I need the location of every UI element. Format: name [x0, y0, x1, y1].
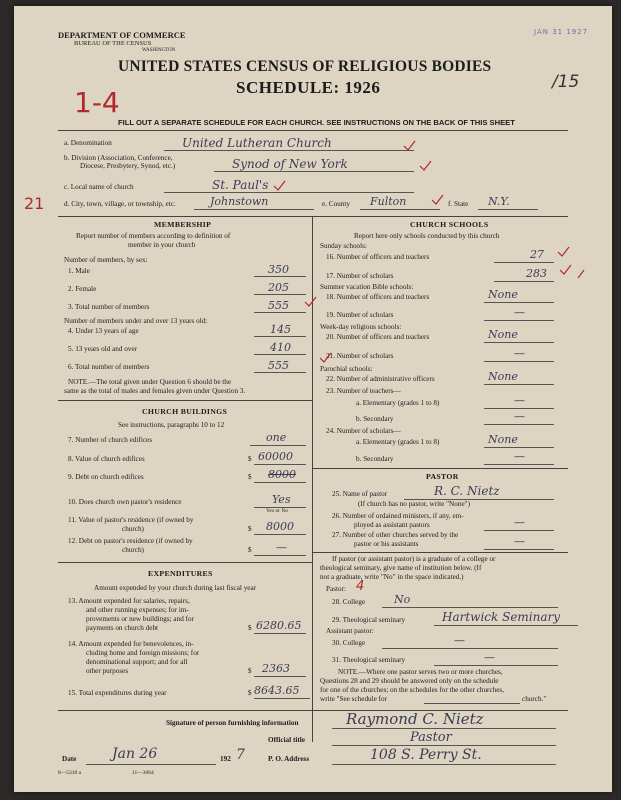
buildings-intro: See instructions, paragraphs 10 to 12 — [118, 421, 225, 429]
q30-value: — — [454, 634, 465, 647]
year-value: 7 — [236, 747, 245, 763]
q26-label: 26. Number of ordained ministers, if any, em- — [332, 512, 464, 520]
q14-value: 2363 — [262, 662, 290, 675]
q24b-value: — — [514, 450, 525, 463]
signature-value: Raymond C. Nietz — [346, 710, 484, 728]
q19-value: — — [514, 306, 525, 319]
q12-value: — — [276, 541, 287, 554]
q12-label-2: church) — [122, 546, 144, 554]
pastor-note-4: write "See schedule for — [320, 695, 387, 703]
q6-label: 6. Total number of members — [68, 363, 150, 371]
q24-label: 24. Number of scholars— — [326, 427, 401, 435]
buildings-heading: CHURCH BUILDINGS — [142, 407, 228, 416]
q22-value: None — [488, 370, 518, 383]
date-label: Date — [62, 755, 77, 763]
q5-label: 5. 13 years old and over — [68, 345, 138, 353]
q15-dollar: $ — [248, 689, 252, 697]
q20-value: None — [488, 328, 518, 341]
q13-dollar: $ — [248, 624, 252, 632]
q13-label-4: payments on church debt — [86, 624, 159, 632]
q1-label: 1. Male — [68, 267, 90, 275]
q17-label: 17. Number of scholars — [326, 272, 394, 280]
denomination-label: a. Denomination — [64, 139, 112, 147]
city-label: d. City, town, village, or township, etc. — [64, 200, 176, 208]
q25-note: (If church has no pastor, write "None") — [358, 500, 470, 508]
official-title-label: Official title — [268, 736, 305, 744]
q27-value: — — [514, 535, 525, 548]
q18-value: None — [488, 288, 518, 301]
q13-label: 13. Amount expended for salaries, repairs, — [68, 597, 190, 605]
q26-value: — — [514, 516, 525, 529]
q16-value: 27 — [530, 248, 544, 261]
membership-heading: MEMBERSHIP — [154, 220, 212, 229]
pastor-heading: PASTOR — [426, 472, 459, 481]
membership-note: NOTE.—The total given under Question 6 should be the — [68, 378, 232, 386]
assistant-pastor-label: Assistant pastor: — [326, 627, 374, 635]
check-mark — [274, 181, 285, 190]
bureau-name: BUREAU OF THE CENSUS — [74, 40, 152, 47]
q8-label: 8. Value of church edifices — [68, 455, 145, 463]
graduate-instruction-2: theological seminary, give name of institution below. (If — [320, 564, 482, 572]
parochial-schools-label: Parochial schools: — [320, 365, 373, 373]
q10-value: Yes — [272, 493, 291, 506]
graduate-instruction-3: not a graduate, write "No" in the space indicated.) — [320, 573, 464, 581]
q14-label: 14. Amount expended for benevolences, in- — [68, 640, 194, 648]
q20-label: 20. Number of officers and teachers — [326, 333, 430, 341]
q2-value: 205 — [268, 281, 289, 294]
department-name: DEPARTMENT OF COMMERCE — [58, 30, 186, 40]
q14-label-3: denominational support; and for all — [86, 658, 188, 666]
pastor-label: Pastor: — [326, 585, 346, 593]
weekday-schools-label: Week-day religious schools: — [320, 323, 402, 331]
check-mark — [558, 247, 569, 256]
expenditures-heading: EXPENDITURES — [148, 569, 213, 578]
q29-label: 29. Theological seminary — [332, 616, 406, 624]
bureau-place: WASHINGTON — [142, 48, 176, 53]
red-check-marks — [14, 6, 612, 792]
pastor-note-5: church." — [522, 695, 547, 703]
schedule-title: SCHEDULE: 1926 — [236, 78, 381, 97]
q12-label: 12. Debt on pastor's residence (if owned by — [68, 537, 193, 545]
schools-intro: Report here only schools conducted by this church — [354, 232, 500, 240]
q28-label: 28. College — [332, 598, 366, 606]
pastor-note-2: Questions 28 and 29 should be answered only on the schedule — [320, 677, 499, 685]
q27-label: 27. Number of other churches served by the — [332, 531, 459, 539]
q1-value: 350 — [268, 263, 289, 276]
q15-value: 8643.65 — [254, 684, 300, 697]
q21-value: — — [514, 347, 525, 360]
division-value: Synod of New York — [232, 157, 348, 171]
expenditures-intro: Amount expended by your church during last fiscal year — [94, 584, 257, 592]
summer-schools-label: Summer vacation Bible schools: — [320, 283, 414, 291]
q23b-label: b. Secondary — [356, 415, 394, 423]
check-mark — [305, 297, 316, 306]
q17-value: 283 — [526, 267, 547, 280]
left-margin-mark: 21 — [24, 194, 45, 213]
q14-label-4: other purposes — [86, 667, 129, 675]
county-label: e. County — [322, 200, 350, 208]
q18-label: 18. Number of officers and teachers — [326, 293, 430, 301]
q11-label: 11. Value of pastor's residence (if owned by — [68, 516, 194, 524]
q5-value: 410 — [270, 341, 291, 354]
q14-label-2: cluding home and foreign missions; for — [86, 649, 200, 657]
instruction-line: FILL OUT A SEPARATE SCHEDULE FOR EACH CHURCH. SEE INSTRUCTIONS ON THE BACK OF THIS SHEET — [118, 118, 515, 127]
denomination-value: United Lutheran Church — [182, 136, 332, 150]
check-mark — [404, 141, 415, 150]
pastor-note: NOTE.—Where one pastor serves two or more churches, — [338, 668, 503, 676]
q23b-value: — — [514, 410, 525, 423]
pastor-number-mark: 4 — [356, 579, 365, 594]
division-label-2: Diocese, Presbytery, Synod, etc.) — [80, 162, 176, 170]
pastor-note-3: for one of the churches; on the schedules for the other churches, — [320, 686, 505, 694]
sunday-schools-label: Sunday schools: — [320, 242, 367, 250]
q23a-value: — — [514, 394, 525, 407]
year-prefix: 192 — [220, 755, 231, 763]
q9-value: 8000 — [268, 468, 296, 481]
received-stamp: JAN 31 1927 — [534, 28, 589, 36]
q29-value: Hartwick Seminary — [442, 610, 561, 624]
q7-value: one — [266, 431, 287, 444]
q8-dollar: $ — [248, 455, 252, 463]
form-title: UNITED STATES CENSUS OF RELIGIOUS BODIES — [118, 58, 492, 75]
q7-label: 7. Number of church edifices — [68, 436, 153, 444]
membership-note-2: same as the total of males and females given under Question 3. — [64, 387, 246, 395]
check-mark — [432, 195, 443, 204]
q24b-label: b. Secondary — [356, 455, 394, 463]
division-label: b. Division (Association, Conference, — [64, 154, 173, 162]
q30-label: 30. College — [332, 639, 366, 647]
membership-intro: Report number of members according to definition of — [76, 232, 231, 240]
form-number: 8—5318 a — [58, 770, 82, 776]
q28-value: No — [394, 593, 411, 606]
q13-label-3: provements or new buildings; and for — [86, 615, 194, 623]
members-by-sex-label: Number of members, by sex: — [64, 256, 148, 264]
county-value: Fulton — [370, 195, 407, 208]
q31-label: 31. Theological seminary — [332, 656, 406, 664]
date-value: Jan 26 — [112, 746, 158, 762]
q4-value: 145 — [270, 323, 291, 336]
check-mark — [420, 161, 431, 170]
q21-label: 21. Number of scholars — [326, 352, 394, 360]
graduate-instruction: If pastor (or assistant pastor) is a graduate of a college or — [332, 555, 496, 563]
q13-label-2: and other running expenses; for im- — [86, 606, 189, 614]
schools-heading: CHURCH SCHOOLS — [410, 220, 489, 229]
q23-label: 23. Number of teachers— — [326, 387, 401, 395]
check-mark — [578, 270, 584, 278]
po-address-value: 108 S. Perry St. — [370, 747, 482, 763]
age-note: Number of members under and over 13 years old: — [64, 317, 208, 325]
q31-value: — — [484, 651, 495, 664]
q3-label: 3. Total number of members — [68, 303, 150, 311]
check-mark — [560, 265, 571, 274]
local-name-value: St. Paul's — [212, 178, 269, 192]
q4-label: 4. Under 13 years of age — [68, 327, 139, 335]
state-label: f. State — [448, 200, 469, 208]
check-mark — [320, 353, 331, 362]
q11-dollar: $ — [248, 525, 252, 533]
q3-value: 555 — [268, 299, 289, 312]
print-number: 11—3064 — [132, 770, 154, 776]
q9-dollar: $ — [248, 473, 252, 481]
po-address-label: P. O. Address — [268, 755, 310, 763]
code-mark: 1-4 — [74, 86, 120, 119]
local-name-label: c. Local name of church — [64, 183, 134, 191]
q11-value: 8000 — [266, 520, 294, 533]
q24a-label: a. Elementary (grades 1 to 8) — [356, 438, 440, 446]
q16-label: 16. Number of officers and teachers — [326, 253, 430, 261]
q11-label-2: church) — [122, 525, 144, 533]
q6-value: 555 — [268, 359, 289, 372]
signature-label: Signature of person furnishing information — [166, 719, 299, 727]
q23a-label: a. Elementary (grades 1 to 8) — [356, 399, 440, 407]
q27-label-2: pastor or his assistants — [354, 540, 419, 548]
q26-label-2: ployed as assistant pastors — [354, 521, 430, 529]
q12-dollar: $ — [248, 546, 252, 554]
q8-value: 60000 — [258, 450, 293, 463]
q25-value: R. C. Nietz — [434, 484, 500, 498]
corner-mark: /15 — [552, 72, 580, 92]
q9-label: 9. Debt on church edifices — [68, 473, 144, 481]
q2-label: 2. Female — [68, 285, 97, 293]
city-value: Johnstown — [210, 195, 269, 208]
census-schedule-form — [14, 6, 612, 792]
q14-dollar: $ — [248, 667, 252, 675]
yes-no-caption: Yes or No — [266, 508, 289, 514]
q24a-value: None — [488, 433, 518, 446]
q13-value: 6280.65 — [256, 619, 302, 632]
q19-label: 19. Number of scholars — [326, 311, 394, 319]
q15-label: 15. Total expenditures during year — [68, 689, 167, 697]
q22-label: 22. Number of administrative officers — [326, 375, 435, 383]
official-title-value: Pastor — [410, 730, 452, 745]
state-value: N.Y. — [488, 195, 510, 208]
membership-intro-2: member in your church — [128, 241, 196, 249]
q25-label: 25. Name of pastor — [332, 490, 388, 498]
q10-label: 10. Does church own pastor's residence — [68, 498, 182, 506]
